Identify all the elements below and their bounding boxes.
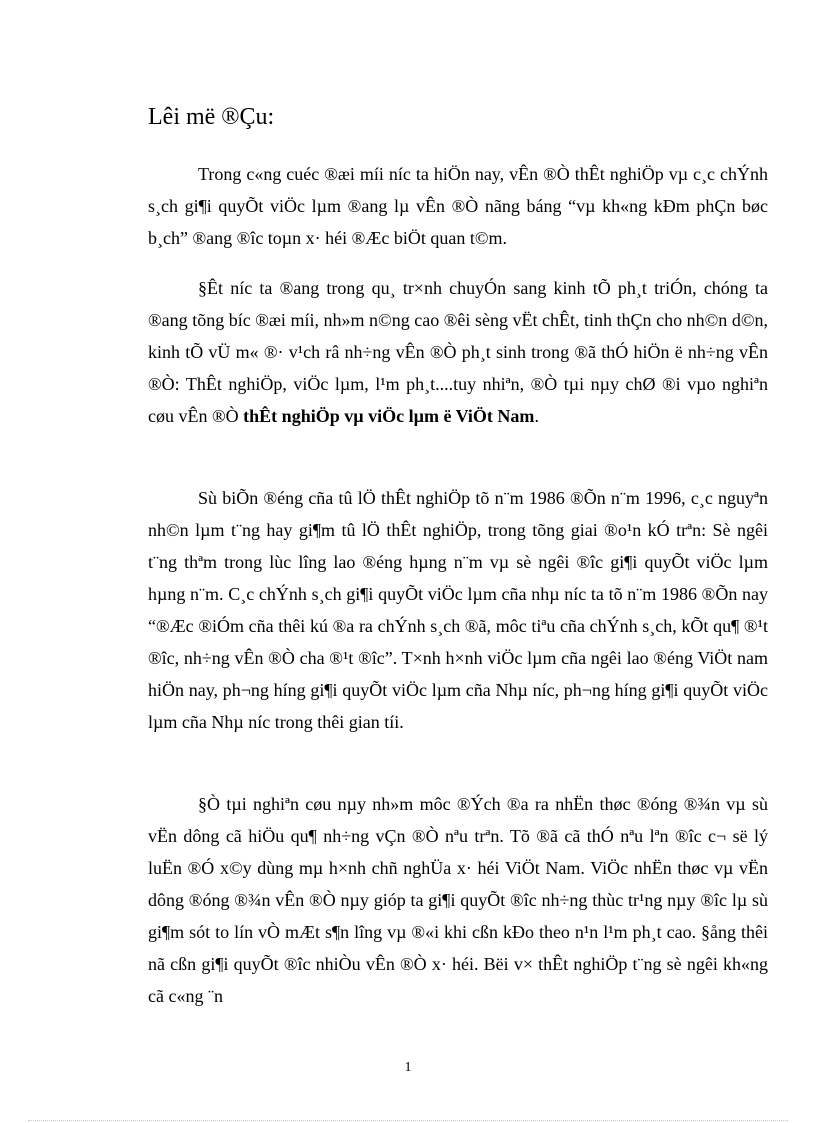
- paragraph-3: Sù biÕn ®éng cña tû lÖ thÊt nghiÖp tõ n¨m 1986 ®Õn n¨m 1996, c¸c nguyªn nh©n lµm t¨ng hay gi¶m tû lÖ thÊt nghiÖp, trong tõng giai ®o¹n kÓ trªn: Sè ngêi t¨ng thªm trong lùc lîng lao ®éng hµng n¨m vµ sè ngêi ®îc gi¶i quyÕt viÖc lµm hµng n¨m. C¸c chÝnh s¸ch gi¶i quyÕt viÖc lµm cña nhµ níc ta tõ n¨m 1986 ®Õn nay “®Æc ®iÓm cña thêi kú ®a ra chÝnh s¸ch ®ã, môc tiªu cña chÝnh s¸ch, kÕt qu¶ ®¹t ®îc, nh÷ng vÊn ®Ò cha ®¹t ®îc”. T×nh h×nh viÖc lµm cña ngêi lao ®éng ViÖt nam hiÖn nay, ph¬ng híng gi¶i quyÕt viÖc lµm cña Nhµ níc, ph¬ng híng gi¶i quyÕt viÖc lµm cña Nhµ níc trong thêi gian tíi.: [148, 488, 768, 732]
- paragraph-2-bold-topic: thÊt nghiÖp vµ viÖc lµm ë ViÖt Nam: [243, 406, 535, 426]
- paragraph-2-text: §Êt níc ta ®ang trong qu¸ tr×nh chuyÓn sang kinh tÕ ph¸t triÓn, chóng ta ®ang tõng bíc ®æi míi, nh»m n©ng cao ®êi sèng vËt chÊt, tinh thÇn cho nh©n d©n, kinh tÕ vÜ m« ®· v¹ch râ nh÷ng vÊn ®Ò ph¸t sinh trong ®ã thÓ hiÖn ë nh÷ng vÊn ®Ò: ThÊt nghiÖp, viÖc lµm, l¹m ph¸t....tuy nhiªn, ®Ò tµi nµy chØ ®i vµo nghiªn cøu vÊn ®Ò: [148, 278, 768, 426]
- paragraph-2: [148, 272, 768, 432]
- page-heading: Lêi më ®Çu:: [148, 104, 275, 130]
- paragraph-2-tail: .: [534, 406, 539, 426]
- page-number: 1: [404, 1060, 412, 1075]
- paragraph-1: Trong c«ng cuéc ®æi míi níc ta hiÖn nay, vÊn ®Ò thÊt nghiÖp vµ c¸c chÝnh s¸ch gi¶i quyÕt viÖc lµm ®ang lµ vÊn ®Ò nãng báng “vµ kh«ng kÐm phÇn bøc b¸ch” ®ang ®îc toµn x· héi ®Æc biÖt quan t©m.: [148, 164, 768, 248]
- page-bottom-border: [28, 1120, 788, 1121]
- paragraph-4: §Ò tµi nghiªn cøu nµy nh»m môc ®Ých ®a ra nhËn thøc ®óng ®¾n vµ sù vËn dông cã hiÖu qu¶ nh÷ng vÇn ®Ò nªu trªn. Tõ ®ã cã thÓ nªu lªn ®îc c¬ së lý luËn ®Ó x©y dùng mµ h×nh chñ nghÜa x· héi ViÖt Nam. ViÖc nhËn thøc vµ vËn dông ®óng ®¾n vÊn ®Ò nµy gióp ta gi¶i quyÕt ®îc nh÷ng thùc tr¹ng nµy ®îc lµ sù gi¶m sót to lín vÒ mÆt s¶n lîng vµ ®«i khi cßn kÐo theo n¹n l¹m ph¸t cao. §ång thêi nã cßn gi¶i quyÕt ®îc nhiÒu vÊn ®Ò x· héi. Bëi v× thÊt nghiÖp t¨ng sè ngêi kh«ng cã c«ng ¨n: [148, 794, 768, 1006]
